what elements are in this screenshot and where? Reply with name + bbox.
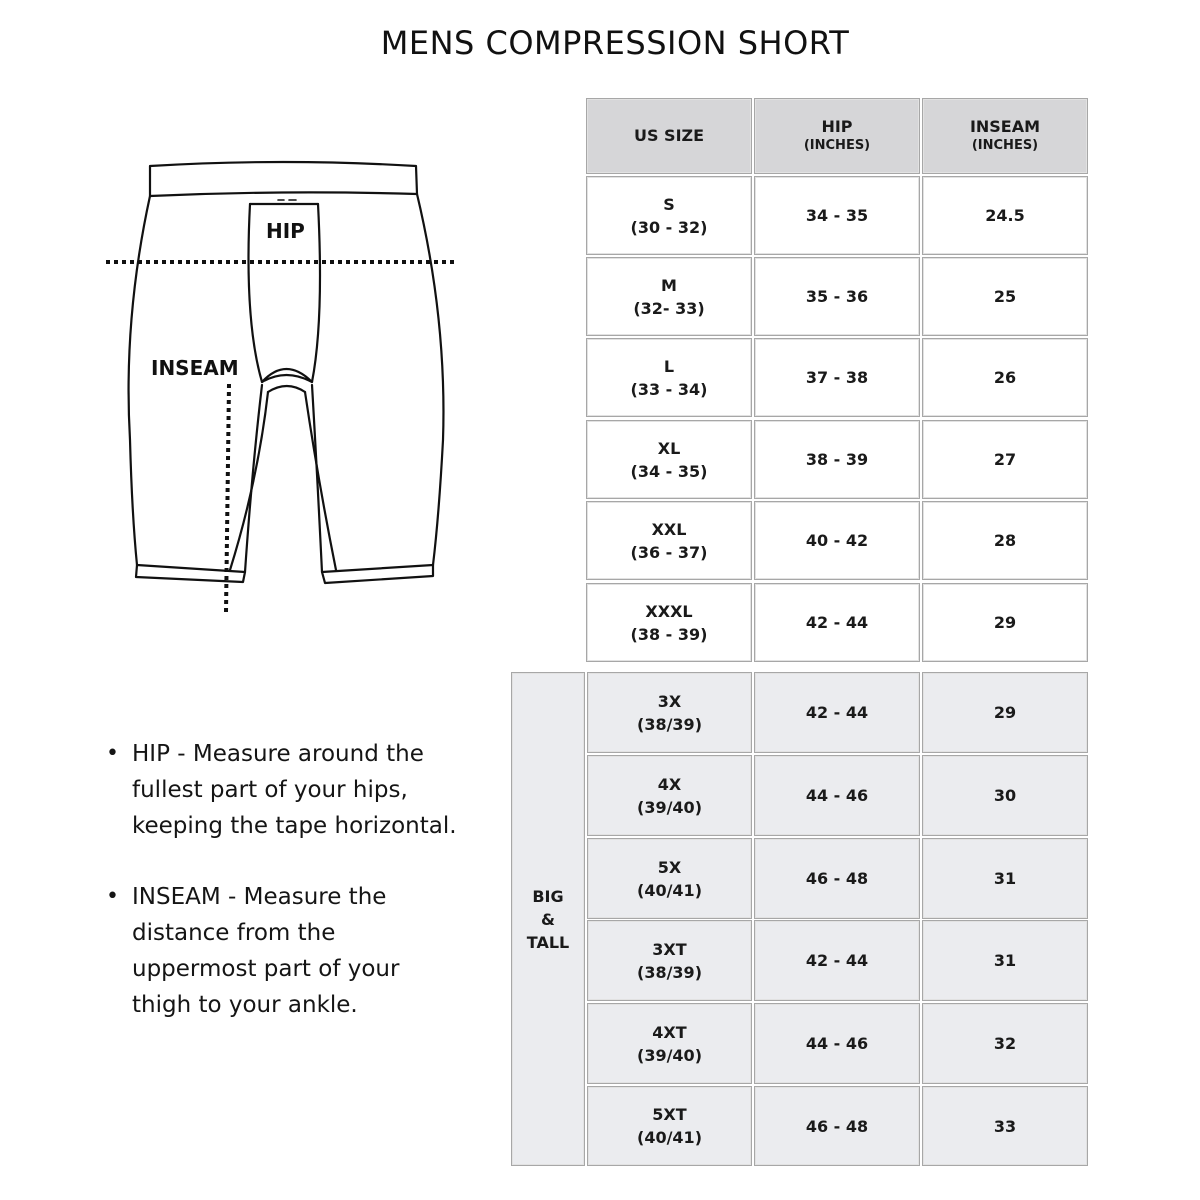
size-range: (38/39) xyxy=(637,962,702,982)
size-cell xyxy=(586,420,752,499)
hip-cell: 42 - 44 xyxy=(754,672,920,753)
big-tall-label xyxy=(511,672,585,1166)
hip-note xyxy=(104,736,464,844)
measurement-notes xyxy=(104,736,464,1058)
size-name: XXL xyxy=(651,519,687,539)
inseam-cell: 27 xyxy=(922,420,1088,499)
page-title: MENS COMPRESSION SHORT xyxy=(380,24,850,62)
size-cell xyxy=(587,838,752,919)
inseam-cell: 33 xyxy=(922,1086,1088,1166)
inseam-note-text: INSEAM - Measure the distance from the uppermost part of your thigh to your ankle. xyxy=(132,884,400,1018)
hip-cell: 35 - 36 xyxy=(754,257,920,336)
size-range: (39/40) xyxy=(637,1045,702,1065)
header-hip xyxy=(754,98,920,174)
size-cell xyxy=(586,257,752,336)
size-range: (40/41) xyxy=(637,880,702,900)
size-name: 5XT xyxy=(652,1105,687,1124)
size-cell xyxy=(586,176,752,255)
size-range: (39/40) xyxy=(637,797,702,817)
hip-cell: 44 - 46 xyxy=(754,755,920,836)
inseam-cell: 29 xyxy=(922,583,1088,662)
inseam-note xyxy=(104,879,464,1023)
inseam-label: INSEAM xyxy=(151,356,239,380)
size-range: (33 - 34) xyxy=(630,379,708,399)
inseam-cell: 29 xyxy=(922,672,1088,753)
hip-cell: 34 - 35 xyxy=(754,176,920,255)
size-range: (38 - 39) xyxy=(630,624,708,644)
size-range: (30 - 32) xyxy=(630,217,708,237)
hip-cell: 38 - 39 xyxy=(754,420,920,499)
size-name: 4XT xyxy=(652,1022,687,1042)
hip-cell: 46 - 48 xyxy=(754,1086,920,1166)
hip-cell: 42 - 44 xyxy=(754,920,920,1001)
inseam-cell: 31 xyxy=(922,920,1088,1001)
big-tall-word-3: TALL xyxy=(526,932,570,952)
size-cell xyxy=(586,501,752,580)
size-range: (40/41) xyxy=(637,1128,702,1147)
size-name: S xyxy=(663,194,675,214)
header-hip-unit: (INCHES) xyxy=(803,138,871,153)
size-range: (36 - 37) xyxy=(630,542,708,562)
size-name: M xyxy=(661,275,677,295)
size-range: (32- 33) xyxy=(633,298,705,318)
hip-cell: 42 - 44 xyxy=(754,583,920,662)
hip-label: HIP xyxy=(266,219,305,243)
size-cell xyxy=(586,583,752,662)
hip-cell: 40 - 42 xyxy=(754,501,920,580)
inseam-cell: 26 xyxy=(922,338,1088,417)
size-range: (38/39) xyxy=(637,714,702,734)
shorts-illustration xyxy=(100,150,470,620)
big-tall-word-2: & xyxy=(541,909,555,929)
size-cell xyxy=(587,920,752,1001)
big-tall-word-1: BIG xyxy=(532,886,564,906)
bullet-icon: • xyxy=(106,741,119,766)
size-name: 3X xyxy=(657,691,682,711)
inseam-cell: 32 xyxy=(922,1003,1088,1084)
inseam-cell: 25 xyxy=(922,257,1088,336)
header-hip-label: HIP xyxy=(821,117,853,136)
inseam-cell: 24.5 xyxy=(922,176,1088,255)
header-inseam xyxy=(922,98,1088,174)
inseam-cell: 31 xyxy=(922,838,1088,919)
size-name: XXXL xyxy=(645,601,693,621)
size-name: 4X xyxy=(657,774,682,794)
size-name: 3XT xyxy=(652,939,687,959)
size-cell xyxy=(586,338,752,417)
inseam-cell: 30 xyxy=(922,755,1088,836)
bullet-icon: • xyxy=(106,884,119,909)
hip-cell: 37 - 38 xyxy=(754,338,920,417)
header-inseam-label: INSEAM xyxy=(969,117,1041,136)
header-us-size-label: US SIZE xyxy=(633,126,705,145)
size-cell xyxy=(587,1003,752,1084)
header-inseam-unit: (INCHES) xyxy=(971,138,1039,153)
header-us-size xyxy=(586,98,752,174)
hip-cell: 44 - 46 xyxy=(754,1003,920,1084)
hip-cell: 46 - 48 xyxy=(754,838,920,919)
size-name: L xyxy=(663,356,675,376)
inseam-cell: 28 xyxy=(922,501,1088,580)
hip-note-text: HIP - Measure around the fullest part of your hips, keeping the tape horizontal. xyxy=(132,741,457,839)
size-cell xyxy=(587,672,752,753)
size-range: (34 - 35) xyxy=(630,461,708,481)
size-name: XL xyxy=(657,438,681,458)
size-cell xyxy=(587,1086,752,1166)
inseam-measure-line xyxy=(226,384,229,612)
size-cell xyxy=(587,755,752,836)
size-name: 5X xyxy=(657,857,682,877)
